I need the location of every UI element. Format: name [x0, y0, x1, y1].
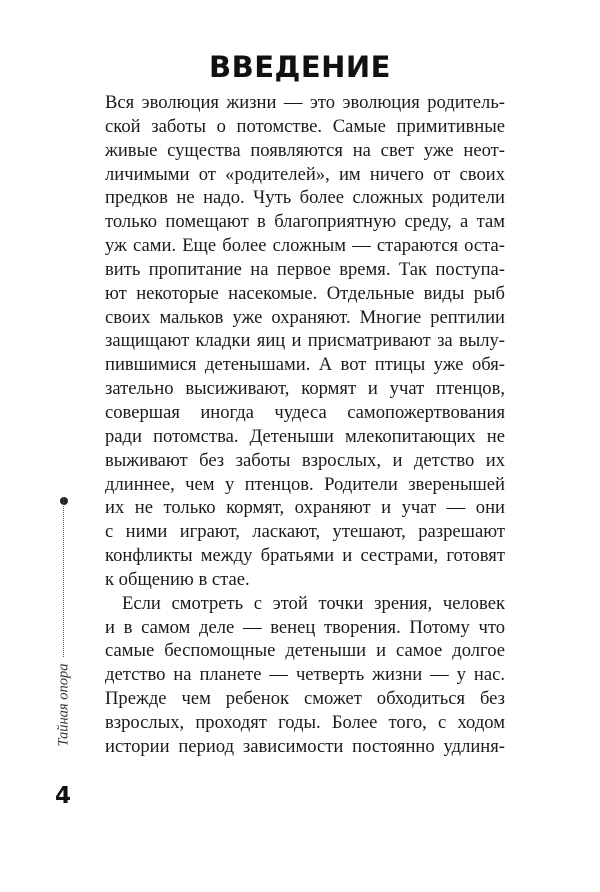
margin-dotted-rule	[63, 497, 64, 657]
body-text	[105, 91, 505, 759]
text-line: Если смотреть с этой точки зрения, человек	[122, 592, 505, 614]
text-line: личимыми от «родителей», им ничего от своих	[105, 163, 505, 185]
text-line: защищают кладки яиц и присматривают за вылу-	[105, 330, 505, 352]
text-line: длиннее, чем у птенцов. Родители зверенышей	[105, 473, 505, 495]
text-line: конфликты между братьями и сестрами, готовят	[105, 545, 505, 567]
text-line: к общению в стае.	[105, 568, 250, 590]
text-line: их не только кормят, охраняют и учат — они	[105, 497, 505, 519]
page-number: 4	[55, 783, 72, 809]
text-line: зательно высиживают, кормят и учат птенцов,	[105, 378, 505, 400]
text-line: взрослых, проходят годы. Более того, с ходом	[105, 711, 505, 733]
text-line: с ними играют, ласкают, утешают, разрешают	[105, 521, 505, 543]
running-head: Тайная опора	[55, 663, 72, 747]
text-line: пившимися детенышами. А вот птицы уже обя-	[105, 354, 505, 376]
text-line: своих мальков уже охраняют. Многие рептилии	[105, 306, 505, 328]
text-line: истории период зависимости постоянно удлиня-	[105, 735, 505, 757]
text-line: только помещают в благоприятную среду, а там	[105, 211, 505, 233]
text-line: самые беспомощные детеныши и самое долгое	[105, 640, 505, 662]
text-line: ради потомства. Детеныши млекопитающих не	[105, 425, 505, 447]
text-line: ской заботы о потомстве. Самые примитивные	[105, 115, 505, 137]
text-line: живые существа появляются на свет уже неот-	[105, 139, 505, 161]
text-line: ют некоторые насекомые. Отдельные виды рыб	[105, 282, 505, 304]
text-line: Прежде чем ребенок сможет обходиться без	[105, 688, 505, 710]
text-line: детство на планете — четверть жизни — у нас.	[105, 664, 505, 686]
text-line: предков не надо. Чуть более сложных родители	[105, 187, 505, 209]
chapter-title: ВВЕДЕНИЕ	[208, 50, 391, 84]
text-line: вить пропитание на первое время. Так поступа-	[105, 258, 505, 280]
text-line: уж сами. Еще более сложным — стараются оста-	[105, 235, 505, 257]
paragraph-1	[105, 91, 505, 592]
text-line: совершая иногда чудеса самопожертвования	[105, 401, 505, 423]
text-line: выживают без заботы взрослых, и детство их	[105, 449, 505, 471]
paragraph-2	[105, 592, 505, 759]
text-line: Вся эволюция жизни — это эволюция родитель-	[105, 92, 505, 113]
text-line: и в самом деле — венец творения. Потому что	[105, 616, 505, 638]
